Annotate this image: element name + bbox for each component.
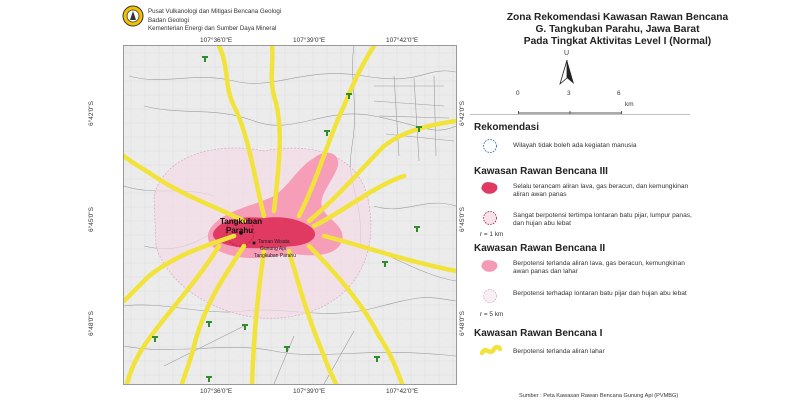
crater-label-line3: Tangkuban Parahu: [254, 253, 296, 259]
legend-symbol-rekomendasi: [480, 138, 500, 159]
hazard-map[interactable]: [123, 45, 457, 385]
legend-symbol-krb2-flow: [480, 258, 500, 279]
crater-park-marker: [253, 242, 256, 245]
legend-text-krb1-lahar: Berpotensi terlanda aliran lahar: [513, 348, 605, 355]
scale-bar: [518, 102, 622, 106]
org-name-line2: Badan Geologi: [148, 17, 189, 24]
north-label: U: [564, 50, 570, 57]
lon-top-label-2: 107°39'0"E: [293, 37, 326, 44]
legend-radius-krb2: r = 5 km: [480, 311, 504, 318]
map-title-line3: Pada Tingkat Aktivitas Level I (Normal): [523, 36, 712, 47]
lat-right-label-3: 6°48'0"S: [459, 311, 466, 336]
legend-heading-rekomendasi: Rekomendasi: [474, 122, 540, 133]
lon-top-label-1: 107°36'0"E: [200, 37, 233, 44]
esdm-logo-icon: [122, 5, 144, 27]
scale-label-0: 0: [516, 90, 520, 97]
legend-symbol-krb2-radius: [480, 288, 500, 309]
scale-label-3: 3: [567, 90, 571, 97]
source-note: Sumber : Peta Kawasan Rawan Bencana Gunung Api (PVMBG): [519, 393, 679, 399]
lat-right-label-2: 6°45'0"S: [459, 207, 466, 232]
crater-label-line2: Gunung Api: [260, 246, 287, 252]
legend-symbol-krb1-lahar: [480, 343, 502, 364]
lon-bottom-label-1: 107°36'0"E: [200, 388, 233, 395]
legend-heading-krb2: Kawasan Rawan Bencana II: [474, 243, 606, 254]
map-canvas: [124, 46, 456, 384]
lat-left-label-2: 6°45'0"S: [88, 207, 95, 232]
north-arrow-icon: [559, 60, 575, 86]
legend-radius-krb3: r = 1 km: [480, 231, 504, 238]
crater-label-line1: Taman Wisata: [258, 239, 290, 245]
lon-bottom-label-3: 107°42'0"E: [386, 388, 419, 395]
legend-text-krb2-radius: Berpotensi terhadap lontaran batu pijar dan hujan abu lebat: [513, 290, 687, 297]
legend-symbol-krb3-flow: [480, 180, 500, 201]
legend-divider: [470, 114, 690, 115]
lat-left-label-1: 6°42'0"S: [88, 101, 95, 126]
legend-text-krb3-radius: Sangat berpotensi tertimpa lontaran batu pijar, lumpur panas, dan hujan abu lebat: [513, 212, 692, 227]
lon-top-label-3: 107°42'0"E: [386, 37, 419, 44]
legend-text-krb2-flow: Berpotensi terlanda aliran lava, gas beracun, kemungkinan awan panas dan lahar: [513, 260, 685, 275]
volcano-label-line1: Tangkuban: [220, 217, 263, 226]
lat-right-label-1: 6°42'0"S: [459, 101, 466, 126]
scale-label-6: 6: [617, 90, 621, 97]
org-name-line1: Pusat Vulkanologi dan Mitigasi Bencana Geologi: [148, 8, 282, 15]
legend-text-krb3-flow: Selalu terancam aliran lava, gas beracun, dan kemungkinan aliran awan panas: [513, 183, 689, 198]
lat-left-label-3: 6°48'0"S: [88, 311, 95, 336]
map-title-line2: G. Tangkuban Parahu, Jawa Barat: [535, 24, 700, 35]
org-name-line3: Kementerian Energi dan Sumber Daya Mineral: [148, 25, 277, 32]
lon-bottom-label-2: 107°39'0"E: [293, 388, 326, 395]
legend-symbol-krb3-radius: [480, 210, 500, 231]
legend-heading-krb1: Kawasan Rawan Bencana I: [474, 328, 603, 339]
legend-heading-krb3: Kawasan Rawan Bencana III: [474, 166, 608, 177]
scale-unit: km: [625, 101, 634, 108]
volcano-label-line2: Parahu: [226, 226, 254, 235]
legend-text-rekomendasi: Wilayah tidak boleh ada kegiatan manusia: [513, 142, 637, 149]
map-title-line1: Zona Rekomendasi Kawasan Rawan Bencana: [506, 12, 729, 23]
